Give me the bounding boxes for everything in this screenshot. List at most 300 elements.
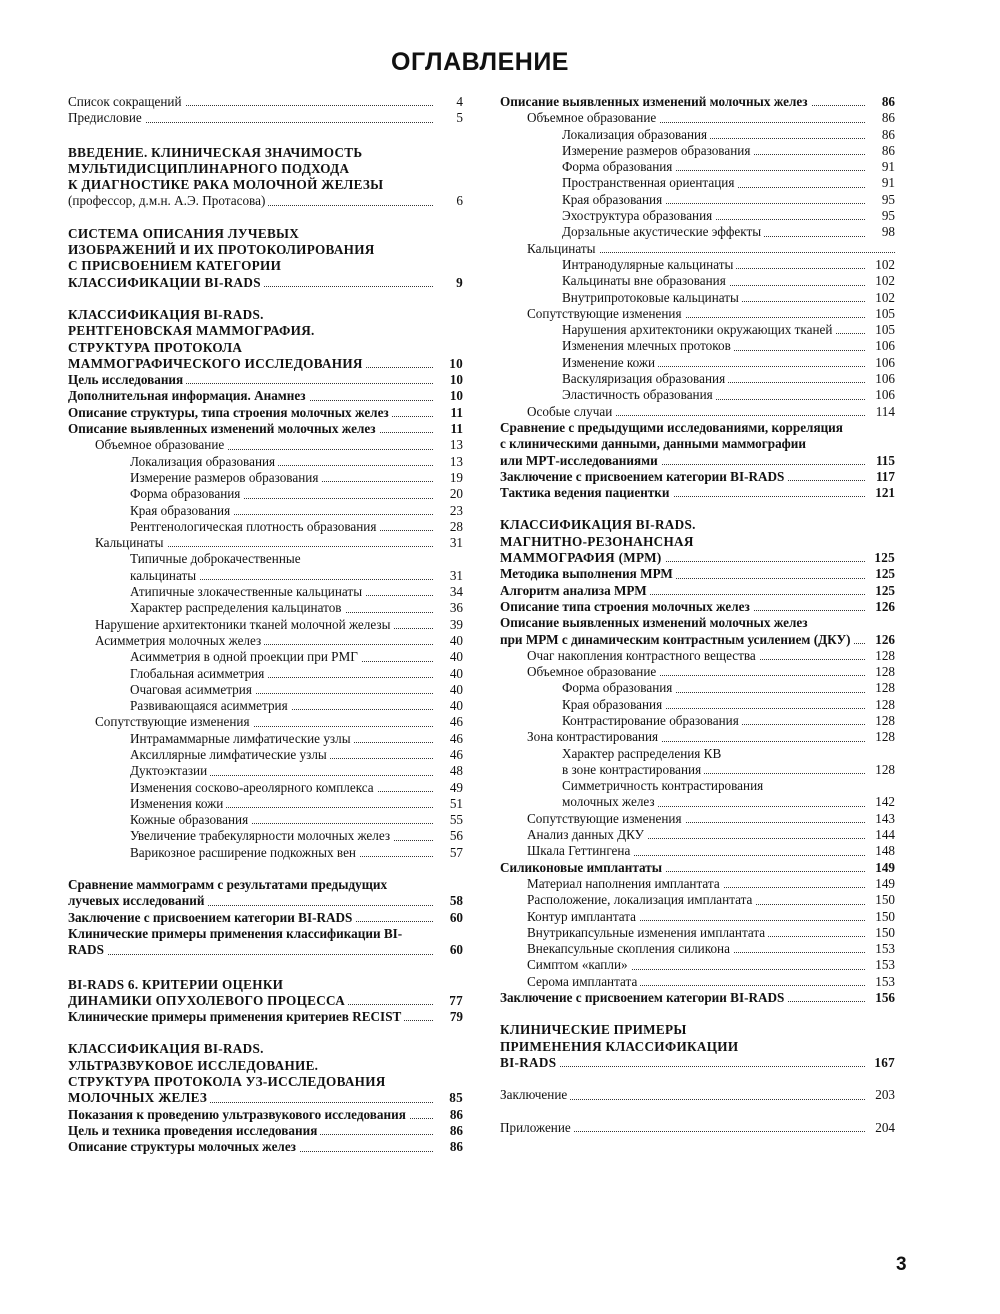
- toc-entry[interactable]: [500, 909, 895, 925]
- toc-entry[interactable]: [500, 94, 895, 110]
- toc-entry-title: Объемное образование: [95, 437, 227, 452]
- toc-entry-page: 57: [447, 845, 463, 861]
- toc-entry[interactable]: [68, 763, 463, 779]
- toc-entry-page: 46: [447, 731, 463, 747]
- toc-entry-page: 86: [447, 1107, 463, 1123]
- toc-right-column: [500, 94, 895, 1136]
- toc-entry-title: Шкала Геттингена: [527, 843, 633, 858]
- toc-entry[interactable]: [500, 566, 895, 582]
- toc-entry[interactable]: [500, 762, 895, 778]
- toc-entry-title: Измерение размеров образования: [130, 470, 321, 485]
- toc-entry[interactable]: [500, 892, 895, 908]
- toc-entry[interactable]: [500, 827, 895, 843]
- toc-entry[interactable]: [68, 747, 463, 763]
- toc-entry-title: МАММОГРАФИЯ (МРМ): [500, 550, 665, 565]
- toc-heading-line: [500, 615, 895, 631]
- toc-entry-title: Описание выявленных изменений молочных желез: [68, 421, 379, 436]
- toc-entry-title: Форма образования: [562, 159, 675, 174]
- toc-entry-title: Очаговая асимметрия: [130, 682, 255, 697]
- toc-heading-text: с клиническими данными, данными маммографии: [500, 436, 806, 452]
- toc-entry-page: 10: [446, 356, 463, 372]
- toc-entry-title: Локализация образования: [130, 454, 278, 469]
- toc-entry-title: Глобальная асимметрия: [130, 666, 267, 681]
- toc-entry-title: Изменения кожи: [130, 796, 226, 811]
- toc-heading-line: [68, 307, 463, 323]
- toc-heading-line: [500, 534, 895, 550]
- toc-entry-title: Увеличение трабекулярности молочных желез: [130, 828, 393, 843]
- toc-heading-line: [500, 436, 895, 452]
- toc-entry-page: 128: [872, 729, 895, 745]
- toc-entry-page: 40: [447, 666, 463, 682]
- toc-entry-page: 125: [872, 566, 895, 582]
- toc-heading-line: [68, 877, 463, 893]
- toc-entry[interactable]: [500, 241, 895, 257]
- toc-entry-page: 128: [872, 713, 895, 729]
- toc-entry-title: Зона контрастирования: [527, 729, 661, 744]
- toc-spacer: [500, 1071, 895, 1087]
- toc-entry-page: 40: [447, 698, 463, 714]
- toc-entry-page: 121: [872, 485, 895, 501]
- toc-heading-line: [500, 420, 895, 436]
- toc-entry[interactable]: [68, 845, 463, 861]
- toc-entry-page: 79: [447, 1009, 463, 1025]
- toc-entry[interactable]: [500, 485, 895, 501]
- toc-entry[interactable]: [500, 224, 895, 240]
- toc-entry[interactable]: [500, 1087, 895, 1103]
- toc-entry-page: 31: [447, 535, 463, 551]
- toc-entry[interactable]: [500, 110, 895, 126]
- toc-entry-title: Предисловие: [68, 110, 145, 125]
- toc-entry[interactable]: [68, 486, 463, 502]
- toc-entry-page: 51: [447, 796, 463, 812]
- toc-entry[interactable]: [68, 780, 463, 796]
- toc-entry-title: Внутрипротоковые кальцинаты: [562, 290, 742, 305]
- toc-entry-title: Нарушение архитектоники тканей молочной железы: [95, 617, 393, 632]
- toc-entry-title: Кальцинаты: [95, 535, 167, 550]
- toc-entry[interactable]: [500, 925, 895, 941]
- toc-entry-page: 13: [447, 437, 463, 453]
- toc-entry[interactable]: [500, 648, 895, 664]
- toc-entry-title: Изменения млечных протоков: [562, 338, 734, 353]
- toc-entry-title: ДИНАМИКИ ОПУХОЛЕВОГО ПРОЦЕССА: [68, 993, 348, 1008]
- toc-entry[interactable]: [68, 617, 463, 633]
- toc-entry-page: 144: [872, 827, 895, 843]
- toc-heading-text: КЛАССИФИКАЦИЯ BI-RADS.: [68, 306, 264, 322]
- toc-entry-page: 40: [447, 649, 463, 665]
- toc-entry-page: 105: [872, 306, 895, 322]
- toc-entry-page: 125: [872, 583, 895, 599]
- toc-entry-page: 9: [453, 275, 463, 291]
- toc-entry-title: Развивающаяся асимметрия: [130, 698, 291, 713]
- toc-entry-page: 4: [453, 94, 463, 110]
- toc-entry-page: 150: [872, 925, 895, 941]
- toc-entry-title: Варикозное расширение подкожных вен: [130, 845, 359, 860]
- toc-entry-title: Кальцинаты: [527, 241, 599, 256]
- toc-entry-title: Дорзальные акустические эффекты: [562, 224, 764, 239]
- toc-entry-page: 203: [872, 1087, 895, 1103]
- toc-entry[interactable]: [68, 828, 463, 844]
- toc-entry-page: 150: [872, 909, 895, 925]
- toc-entry[interactable]: [500, 974, 895, 990]
- toc-entry-page: 105: [872, 322, 895, 338]
- toc-heading-line: [500, 1022, 895, 1038]
- toc-entry[interactable]: [68, 1123, 463, 1139]
- toc-entry[interactable]: [68, 470, 463, 486]
- toc-entry-title: Описание структуры, типа строения молочных желез: [68, 405, 392, 420]
- toc-entry[interactable]: [68, 993, 463, 1009]
- toc-heading-text: Симметричность контрастирования: [562, 778, 764, 794]
- toc-heading-text: СТРУКТУРА ПРОТОКОЛА УЗ-ИССЛЕДОВАНИЯ: [68, 1074, 386, 1090]
- page-title: ОГЛАВЛЕНИЕ: [391, 48, 569, 76]
- toc-entry[interactable]: [68, 926, 463, 959]
- toc-entry[interactable]: [68, 666, 463, 682]
- toc-entry-page: 128: [872, 648, 895, 664]
- toc-entry[interactable]: [500, 322, 895, 338]
- toc-entry-page: 126: [872, 599, 895, 615]
- toc-entry[interactable]: [500, 843, 895, 859]
- toc-entry-page: 23: [447, 503, 463, 519]
- toc-heading-text: К ДИАГНОСТИКЕ РАКА МОЛОЧНОЙ ЖЕЛЕЗЫ: [68, 177, 384, 193]
- toc-entry-title: BI-RADS: [500, 1055, 559, 1070]
- toc-entry-page: 86: [879, 110, 895, 126]
- toc-entry[interactable]: [68, 633, 463, 649]
- toc-entry[interactable]: [500, 860, 895, 876]
- toc-entry-title: Интранодулярные кальцинаты: [562, 257, 736, 272]
- toc-entry-title: Контрастирование образования: [562, 713, 742, 728]
- toc-heading-line: [68, 226, 463, 242]
- page-number: 3: [896, 1254, 907, 1275]
- toc-entry[interactable]: [500, 306, 895, 322]
- toc-heading-line: [68, 340, 463, 356]
- toc-entry-title: Симптом «капли»: [527, 957, 631, 972]
- toc-entry-title: Атипичные злокачественные кальцинаты: [130, 584, 365, 599]
- toc-entry[interactable]: [500, 371, 895, 387]
- toc-entry[interactable]: [68, 584, 463, 600]
- toc-entry[interactable]: [68, 421, 463, 437]
- toc-entry-title: МОЛОЧНЫХ ЖЕЛЕЗ: [68, 1090, 210, 1105]
- toc-entry[interactable]: [500, 290, 895, 306]
- toc-heading-text: РЕНТГЕНОВСКАЯ МАММОГРАФИЯ.: [68, 323, 315, 339]
- toc-entry-page: 102: [872, 257, 895, 273]
- toc-entry[interactable]: [500, 273, 895, 289]
- toc-entry[interactable]: [500, 599, 895, 615]
- toc-entry-title: Расположение, локализация имплантата: [527, 892, 755, 907]
- toc-entry[interactable]: [68, 714, 463, 730]
- toc-entry[interactable]: [500, 355, 895, 371]
- toc-entry-page: 98: [879, 224, 895, 240]
- toc-entry-page: 46: [447, 714, 463, 730]
- toc-entry-title: Цель и техника проведения исследования: [68, 1123, 320, 1138]
- toc-entry-title: Интрамаммарные лимфатические узлы: [130, 731, 354, 746]
- toc-heading-text: ИЗОБРАЖЕНИЙ И ИХ ПРОТОКОЛИРОВАНИЯ: [68, 242, 375, 258]
- toc-entry-page: 19: [447, 470, 463, 486]
- toc-entry-title: или МРТ-исследованиями: [500, 453, 661, 468]
- toc-entry-page: 95: [879, 208, 895, 224]
- toc-entry[interactable]: [500, 127, 895, 143]
- toc-entry[interactable]: [68, 193, 463, 209]
- toc-entry-title: Края образования: [130, 503, 233, 518]
- toc-entry-page: 91: [879, 175, 895, 191]
- toc-entry-title: Внутрикапсульные изменения имплантата: [527, 925, 768, 940]
- toc-spacer: [68, 210, 463, 226]
- toc-spacer: [68, 127, 463, 145]
- toc-entry-page: 126: [872, 632, 895, 648]
- toc-entry-page: 167: [871, 1055, 895, 1071]
- toc-entry[interactable]: [68, 731, 463, 747]
- toc-entry-title: Заключение с присвоением категории BI-RADS: [500, 990, 787, 1005]
- toc-entry[interactable]: [500, 632, 895, 648]
- toc-entry-page: 86: [879, 143, 895, 159]
- toc-heading-line: [68, 1041, 463, 1057]
- toc-heading-text: BI-RADS 6. КРИТЕРИИ ОЦЕНКИ: [68, 976, 284, 992]
- toc-entry[interactable]: [500, 1055, 895, 1071]
- toc-entry-page: 31: [447, 568, 463, 584]
- toc-heading-text: КЛАССИФИКАЦИЯ BI-RADS.: [500, 517, 696, 533]
- toc-entry[interactable]: [500, 208, 895, 224]
- toc-entry-page: 55: [447, 812, 463, 828]
- toc-entry[interactable]: [500, 713, 895, 729]
- toc-entry[interactable]: [500, 729, 895, 745]
- toc-entry[interactable]: [500, 143, 895, 159]
- toc-entry-page: 128: [872, 664, 895, 680]
- toc-entry-title: Форма образования: [562, 680, 675, 695]
- toc-entry-title: Контур имплантата: [527, 909, 639, 924]
- toc-heading-text: ПРИМЕНЕНИЯ КЛАССИФИКАЦИИ: [500, 1038, 739, 1054]
- toc-entry-title: Васкуляризация образования: [562, 371, 728, 386]
- toc-entry[interactable]: [500, 257, 895, 273]
- toc-entry[interactable]: [68, 503, 463, 519]
- toc-entry-page: 40: [447, 682, 463, 698]
- toc-entry[interactable]: [500, 811, 895, 827]
- toc-heading-text: СИСТЕМА ОПИСАНИЯ ЛУЧЕВЫХ: [68, 225, 300, 241]
- toc-entry[interactable]: [500, 469, 895, 485]
- toc-entry-title: КЛАССИФИКАЦИИ BI-RADS: [68, 275, 264, 290]
- toc-entry[interactable]: [68, 437, 463, 453]
- toc-entry-page: 10: [447, 388, 463, 404]
- toc-entry-page: 125: [871, 550, 895, 566]
- toc-entry[interactable]: [68, 893, 463, 909]
- toc-entry-title: Эластичность образования: [562, 387, 716, 402]
- toc-entry-page: 86: [447, 1139, 463, 1155]
- toc-entry-page: 36: [447, 600, 463, 616]
- toc-heading-text: СТРУКТУРА ПРОТОКОЛА: [68, 339, 243, 355]
- toc-entry[interactable]: [68, 649, 463, 665]
- toc-entry-title: молочных желез: [562, 794, 658, 809]
- toc-heading-line: [68, 977, 463, 993]
- toc-entry-title: Методика выполнения МРМ: [500, 566, 676, 581]
- toc-entry[interactable]: [68, 110, 463, 126]
- toc-entry-page: 114: [873, 404, 895, 420]
- toc-spacer: [500, 501, 895, 517]
- toc-entry-page: 102: [872, 290, 895, 306]
- toc-entry-title: Заключение с присвоением категории BI-RADS: [500, 469, 787, 484]
- toc-heading-line: [68, 242, 463, 258]
- toc-entry-title: Эхоструктура образования: [562, 208, 715, 223]
- toc-entry[interactable]: [500, 404, 895, 420]
- toc-entry[interactable]: [68, 1107, 463, 1123]
- toc-entry[interactable]: [500, 338, 895, 354]
- toc-spacer: [68, 1025, 463, 1041]
- toc-entry-title: Дуктоэктазии: [130, 763, 210, 778]
- toc-entry-title: в зоне контрастирования: [562, 762, 704, 777]
- toc-entry-page: 143: [872, 811, 895, 827]
- toc-entry-title: Изменение кожи: [562, 355, 658, 370]
- toc-entry-title: Асимметрия молочных желез: [95, 633, 264, 648]
- toc-entry-page: 115: [873, 453, 895, 469]
- toc-entry-title: Очаг накопления контрастного вещества: [527, 648, 759, 663]
- toc-entry[interactable]: [68, 535, 463, 551]
- toc-entry[interactable]: [68, 519, 463, 535]
- toc-entry-title: Края образования: [562, 192, 665, 207]
- toc-entry-title: Кожные образования: [130, 812, 251, 827]
- toc-entry-title: Объемное образование: [527, 664, 659, 679]
- toc-entry-page: 153: [872, 974, 895, 990]
- toc-entry[interactable]: [68, 568, 463, 584]
- toc-heading-line: [500, 778, 895, 794]
- toc-entry-page: 86: [447, 1123, 463, 1139]
- toc-entry[interactable]: [500, 680, 895, 696]
- toc-entry-page: 86: [879, 94, 895, 110]
- toc-entry-title: Материал наполнения имплантата: [527, 876, 723, 891]
- toc-entry-title: Серома имплантата: [527, 974, 640, 989]
- toc-entry[interactable]: [68, 910, 463, 926]
- toc-entry-title: Сопутствующие изменения: [95, 714, 253, 729]
- toc-entry[interactable]: [68, 356, 463, 372]
- toc-heading-text: Сравнение с предыдущими исследованиями, корреляция: [500, 419, 843, 435]
- toc-entry[interactable]: [68, 372, 463, 388]
- toc-entry-title: при МРМ с динамическим контрастным усилением (ДКУ): [500, 632, 854, 647]
- toc-entry-page: 102: [872, 273, 895, 289]
- toc-entry[interactable]: [68, 275, 463, 291]
- toc-entry[interactable]: [500, 876, 895, 892]
- toc-heading-text: Типичные доброкачественные: [130, 551, 301, 567]
- toc-entry-title: Края образования: [562, 697, 665, 712]
- toc-entry[interactable]: [500, 192, 895, 208]
- toc-entry-title: лучевых исследований: [68, 893, 207, 908]
- toc-entry[interactable]: [500, 159, 895, 175]
- toc-entry[interactable]: [500, 990, 895, 1006]
- toc-entry-title: Заключение с присвоением категории BI-RADS: [68, 910, 355, 925]
- toc-entry-title: Клинические примеры применения критериев RECIST: [68, 1009, 404, 1024]
- toc-entry[interactable]: [68, 600, 463, 616]
- toc-entry-page: 20: [447, 486, 463, 502]
- toc-spacer: [500, 1006, 895, 1022]
- toc-heading-text: С ПРИСВОЕНИЕМ КАТЕГОРИИ: [68, 258, 282, 274]
- toc-entry-page: 128: [872, 680, 895, 696]
- toc-heading-line: [68, 1058, 463, 1074]
- toc-entry-title: Аксиллярные лимфатические узлы: [130, 747, 330, 762]
- toc-entry-page: 149: [872, 876, 895, 892]
- toc-entry-page: 95: [879, 192, 895, 208]
- toc-entry[interactable]: [500, 550, 895, 566]
- toc-entry-title: Силиконовые имплантаты: [500, 860, 665, 875]
- toc-entry-title: Клинические примеры применения классификации BI-RADS: [68, 925, 403, 958]
- toc-entry[interactable]: [68, 682, 463, 698]
- toc-spacer: [68, 861, 463, 877]
- toc-entry-title: Внекапсульные скопления силикона: [527, 941, 733, 956]
- toc-entry[interactable]: [500, 175, 895, 191]
- toc-entry[interactable]: [68, 698, 463, 714]
- toc-entry-title: Нарушения архитектоники окружающих тканей: [562, 322, 835, 337]
- toc-heading-line: [68, 177, 463, 193]
- toc-entry[interactable]: [68, 812, 463, 828]
- toc-entry[interactable]: [500, 583, 895, 599]
- toc-entry-page: 34: [447, 584, 463, 600]
- toc-heading-text: МУЛЬТИДИСЦИПЛИНАРНОГО ПОДХОДА: [68, 160, 350, 176]
- toc-entry-title: Цель исследования: [68, 372, 186, 387]
- toc-entry-page: 117: [873, 469, 895, 485]
- toc-entry[interactable]: [500, 1120, 895, 1136]
- toc-entry-page: 60: [447, 910, 463, 926]
- toc-entry-title: Заключение: [500, 1087, 570, 1102]
- toc-entry[interactable]: [68, 1090, 463, 1106]
- toc-entry-title: Пространственная ориентация: [562, 175, 737, 190]
- toc-entry-title: Сопутствующие изменения: [527, 811, 685, 826]
- toc-entry-title: Список сокращений: [68, 94, 185, 109]
- toc-entry[interactable]: [68, 1009, 463, 1025]
- toc-entry[interactable]: [500, 794, 895, 810]
- toc-entry-page: 106: [872, 387, 895, 403]
- toc-entry-page: 142: [872, 794, 895, 810]
- toc-entry[interactable]: [500, 453, 895, 469]
- toc-entry-page: 60: [447, 942, 463, 958]
- toc-entry-page: 11: [448, 405, 463, 421]
- toc-heading-line: [68, 258, 463, 274]
- toc-entry[interactable]: [500, 941, 895, 957]
- toc-heading-text: КЛИНИЧЕСКИЕ ПРИМЕРЫ: [500, 1022, 687, 1038]
- toc-entry-title: Измерение размеров образования: [562, 143, 753, 158]
- toc-entry[interactable]: [68, 454, 463, 470]
- toc-entry-title: Изменения сосково-ареолярного комплекса: [130, 780, 377, 795]
- toc-entry-page: 5: [453, 110, 463, 126]
- toc-entry[interactable]: [68, 388, 463, 404]
- toc-entry-page: 49: [447, 780, 463, 796]
- toc-entry[interactable]: [500, 957, 895, 973]
- toc-entry-title: Тактика ведения пациентки: [500, 485, 673, 500]
- toc-entry-title: (профессор, д.м.н. А.Э. Протасова): [68, 193, 268, 208]
- toc-spacer: [68, 291, 463, 307]
- toc-entry[interactable]: [68, 405, 463, 421]
- toc-entry-title: Дополнительная информация. Анамнез: [68, 388, 309, 403]
- toc-entry-page: 91: [879, 159, 895, 175]
- toc-entry-title: Кальцинаты вне образования: [562, 273, 729, 288]
- toc-entry-page: 13: [447, 454, 463, 470]
- toc-entry[interactable]: [68, 1139, 463, 1155]
- toc-entry[interactable]: [500, 697, 895, 713]
- toc-entry-page: 46: [447, 747, 463, 763]
- toc-left-column: [68, 94, 463, 1156]
- toc-entry-page: 77: [446, 993, 463, 1009]
- toc-spacer: [68, 959, 463, 977]
- toc-heading-text: УЛЬТРАЗВУКОВОЕ ИССЛЕДОВАНИЕ.: [68, 1057, 319, 1073]
- toc-entry-title: Локализация образования: [562, 127, 710, 142]
- toc-heading-line: [68, 551, 463, 567]
- toc-entry-page: 86: [879, 127, 895, 143]
- toc-entry-page: 128: [872, 762, 895, 778]
- toc-heading-line: [500, 517, 895, 533]
- toc-entry[interactable]: [500, 664, 895, 680]
- toc-entry[interactable]: [68, 796, 463, 812]
- toc-entry-page: 40: [447, 633, 463, 649]
- toc-heading-text: Характер распределения КВ: [562, 745, 722, 761]
- toc-entry[interactable]: [500, 387, 895, 403]
- toc-entry-page: 6: [453, 193, 463, 209]
- toc-entry[interactable]: [68, 94, 463, 110]
- toc-spacer: [500, 1104, 895, 1120]
- toc-entry-page: 150: [872, 892, 895, 908]
- toc-entry-page: 28: [447, 519, 463, 535]
- dot-leader: [68, 954, 433, 955]
